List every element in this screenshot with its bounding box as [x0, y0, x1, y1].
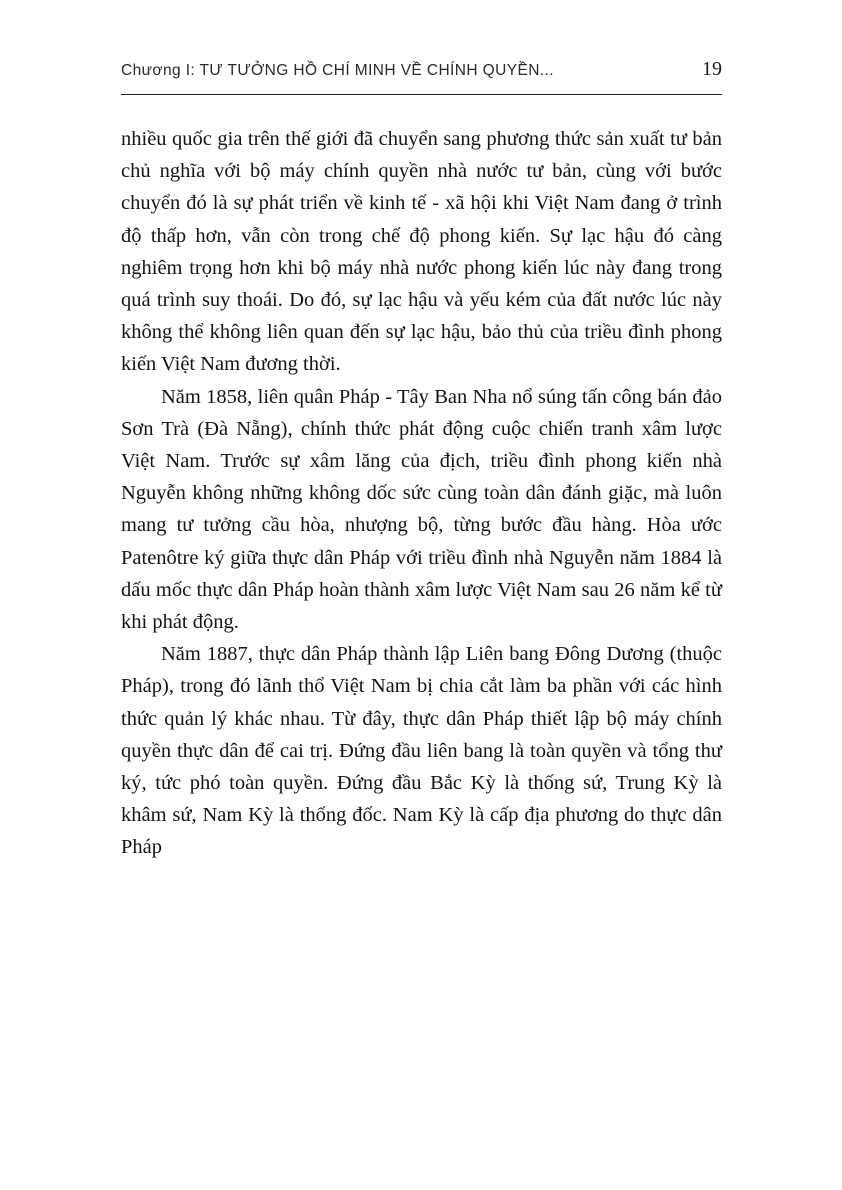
paragraph: Năm 1858, liên quân Pháp - Tây Ban Nha nổ súng tấn công bán đảo Sơn Trà (Đà Nẵng), chính thức phát động cuộc chiến tranh xâm lược Việt Nam. Trước sự xâm lăng của địch, triều đình phong kiến nhà Nguyễn không những không dốc sức cùng toàn dân đánh giặc, mà luôn mang tư tưởng cầu hòa, nhượng bộ, từng bước đầu hàng. Hòa ước Patenôtre ký giữa thực dân Pháp với triều đình nhà Nguyễn năm 1884 là dấu mốc thực dân Pháp hoàn thành xâm lược Việt Nam sau 26 năm kể từ khi phát động. [121, 385, 722, 634]
paragraph: nhiều quốc gia trên thế giới đã chuyển sang phương thức sản xuất tư bản chủ nghĩa với bộ máy chính quyền nhà nước tư bản, cùng với bước chuyển đó là sự phát triển về kinh tế - xã hội khi Việt Nam đang ở trình độ thấp hơn, vẫn còn trong chế độ phong kiến. Sự lạc hậu đó càng nghiêm trọng hơn khi bộ máy nhà nước phong kiến lúc này đang trong quá trình suy thoái. Do đó, sự lạc hậu và yếu kém của đất nước lúc này không thể không liên quan đến sự lạc hậu, bảo thủ của triều đình phong kiến Việt Nam đương thời. [121, 128, 722, 376]
body-text [121, 123, 722, 864]
chapter-title: Chương I: TƯ TƯỞNG HỒ CHÍ MINH VỀ CHÍNH QUYỀN... [121, 62, 554, 79]
page-header [121, 58, 722, 95]
paragraph: Năm 1887, thực dân Pháp thành lập Liên bang Đông Dương (thuộc Pháp), trong đó lãnh thổ Việt Nam bị chia cắt làm ba phần với các hình thức quản lý khác nhau. Từ đây, thực dân Pháp thiết lập bộ máy chính quyền thực dân để cai trị. Đứng đầu liên bang là toàn quyền và tổng thư ký, tức phó toàn quyền. Đứng đầu Bắc Kỳ là thống sứ, Trung Kỳ là khâm sứ, Nam Kỳ là thống đốc. Nam Kỳ là cấp địa phương do thực dân Pháp [121, 643, 722, 859]
page-number: 19 [702, 58, 722, 80]
